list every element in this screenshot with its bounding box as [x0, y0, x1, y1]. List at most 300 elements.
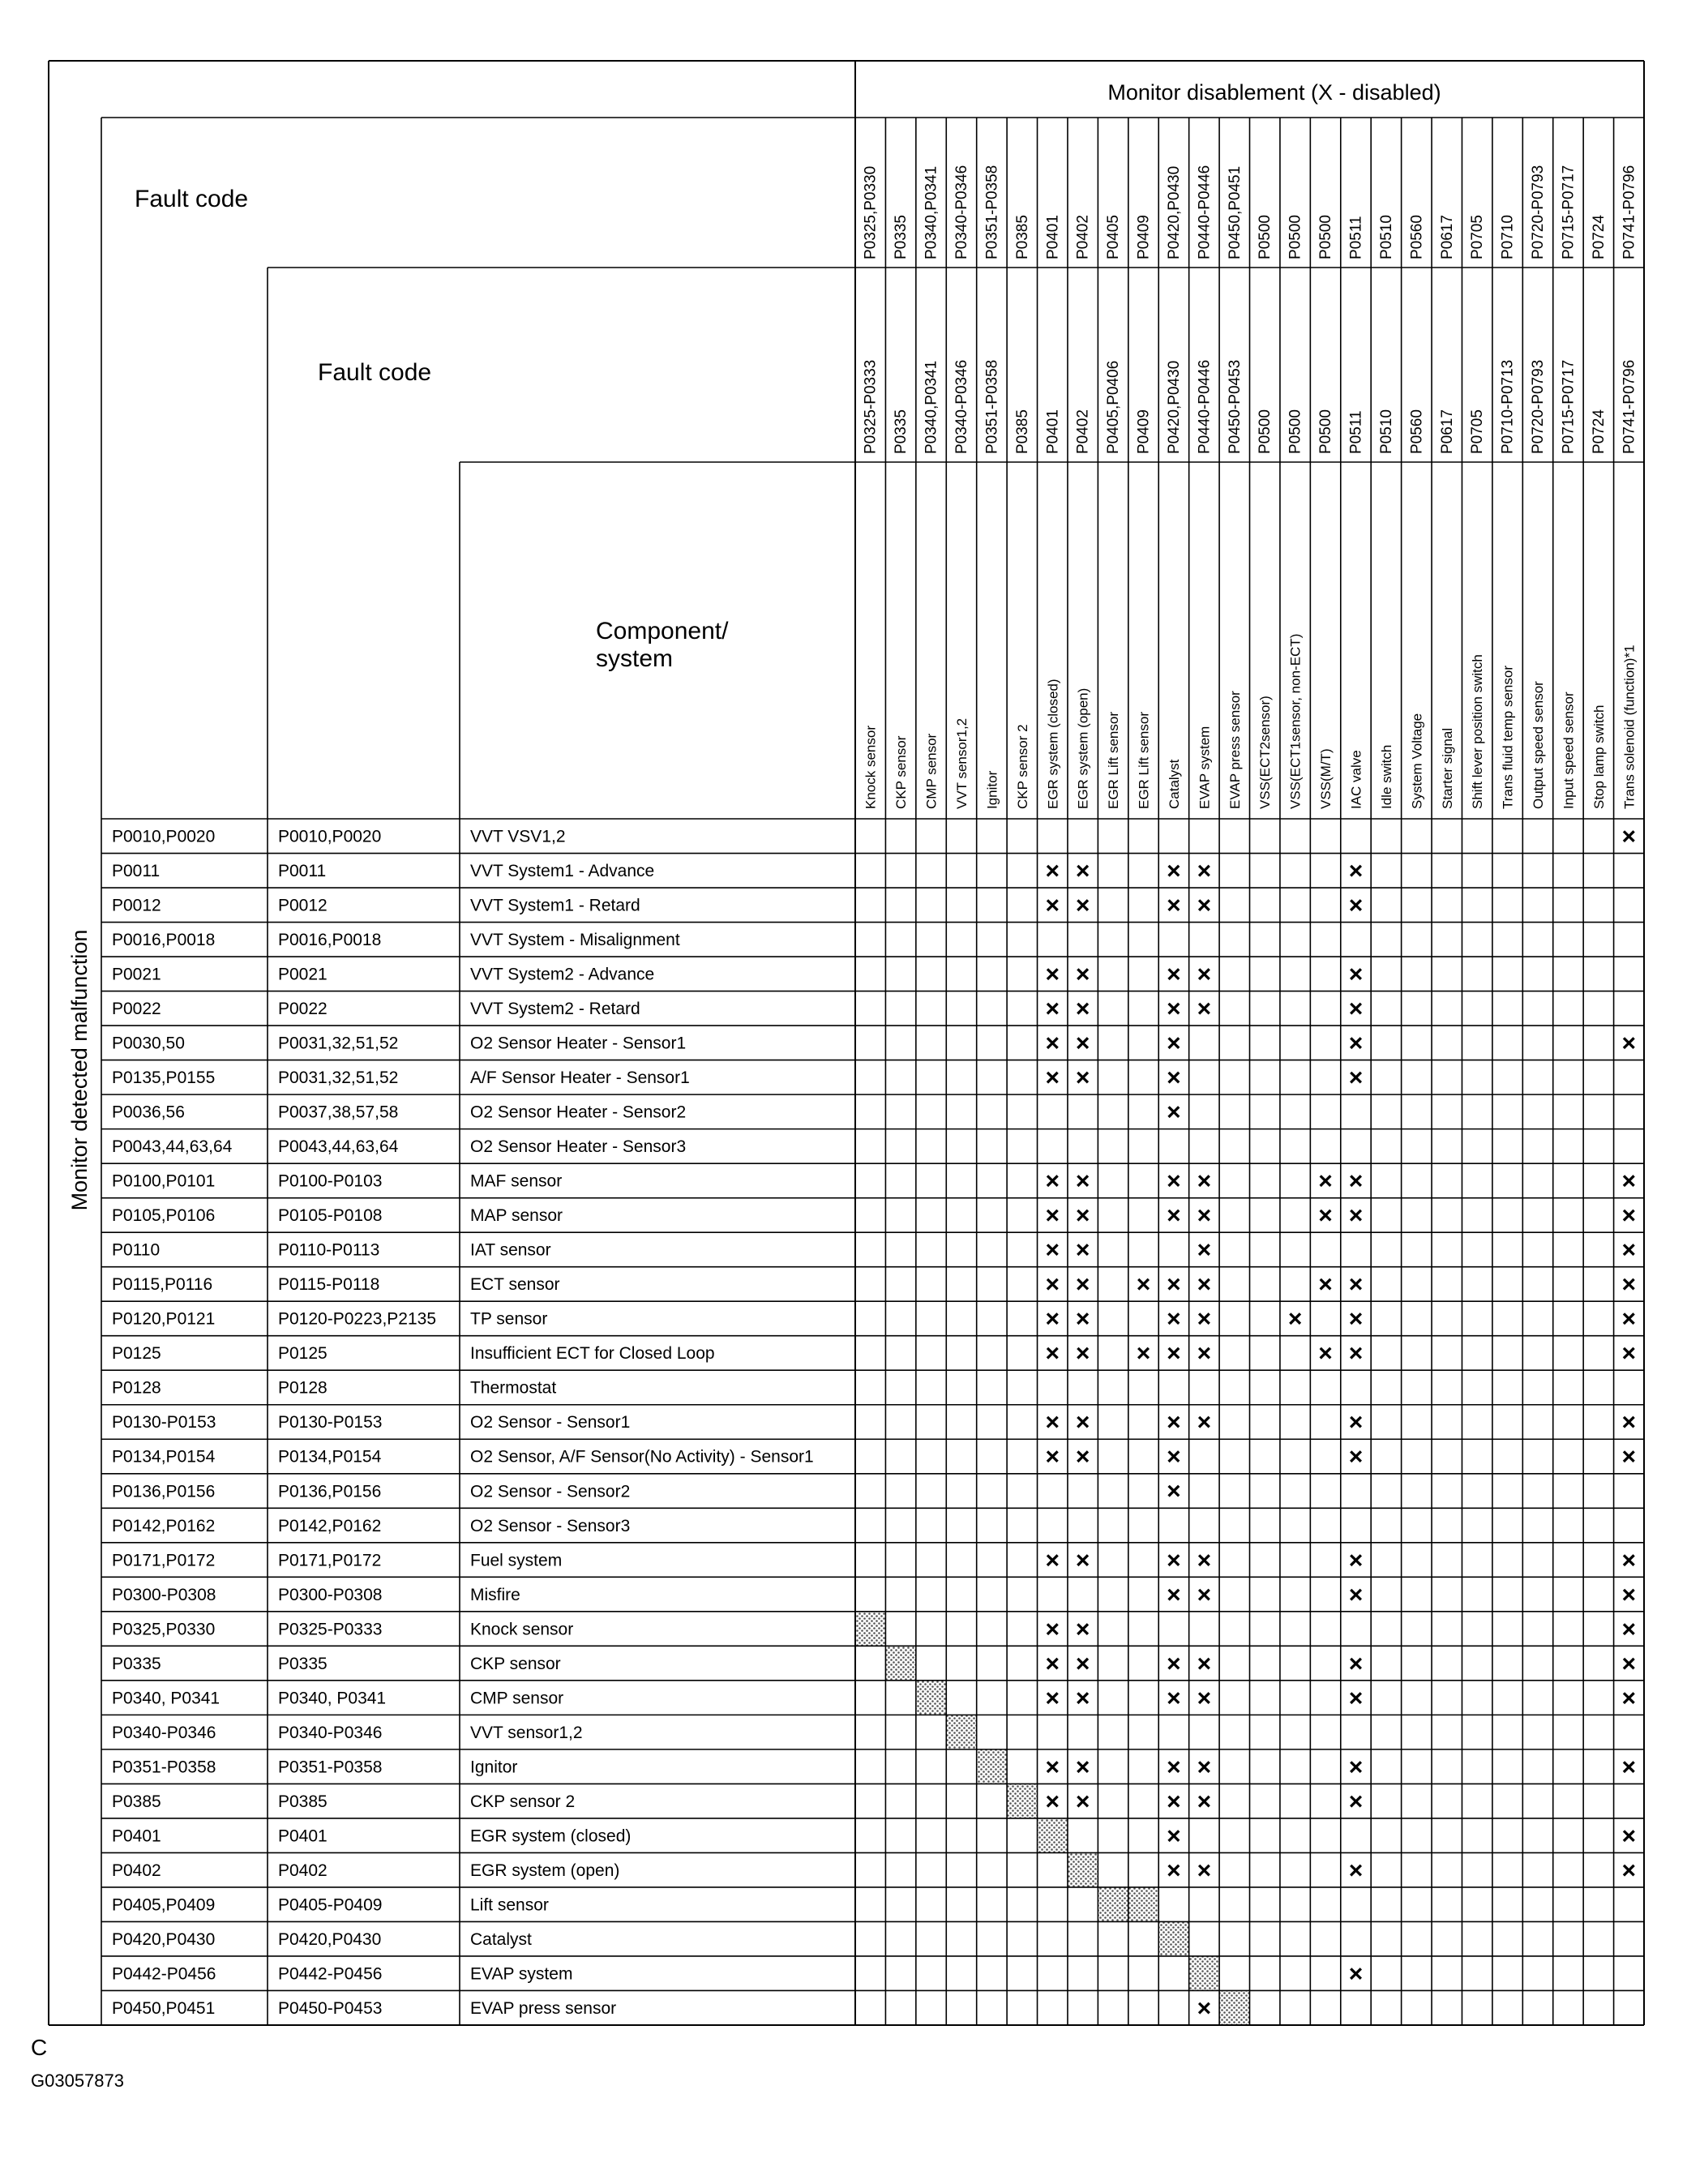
column-code-2: P0500	[1287, 409, 1304, 454]
row-component: O2 Sensor - Sensor1	[470, 1413, 631, 1432]
row-component: MAP sensor	[470, 1206, 563, 1226]
shaded-cell	[946, 1715, 976, 1749]
disabled-mark: ×	[1621, 1685, 1637, 1712]
table-row	[112, 1478, 1181, 1505]
row-fault-code-1: P0442-P0456	[112, 1964, 216, 1984]
disabled-mark: ×	[1075, 1547, 1090, 1574]
row-component: VVT System1 - Advance	[470, 861, 655, 880]
disabled-mark: ×	[1197, 1856, 1212, 1884]
row-fault-code-2: P0134,P0154	[278, 1447, 382, 1467]
disabled-mark: ×	[1621, 1202, 1637, 1230]
disabled-mark: ×	[1075, 1685, 1090, 1712]
row-fault-code-1: P0335	[112, 1654, 161, 1673]
disabled-mark: ×	[1045, 1409, 1060, 1437]
column-component: EGR system (open)	[1075, 687, 1091, 809]
disabled-mark: ×	[1287, 1305, 1303, 1333]
disabled-mark: ×	[1167, 996, 1181, 1023]
column-component: Ignitor	[984, 770, 1000, 809]
column-code-1: P0560	[1408, 215, 1426, 259]
disabled-mark: ×	[1348, 996, 1364, 1023]
column-component: EVAP system	[1197, 726, 1213, 809]
row-fault-code-2: P0450-P0453	[278, 1998, 383, 2018]
disabled-mark: ×	[1167, 1167, 1181, 1195]
disabled-mark: ×	[1348, 1409, 1364, 1437]
disabled-mark: ×	[1197, 1305, 1212, 1333]
row-component: O2 Sensor, A/F Sensor(No Activity) - Sensor1	[470, 1447, 814, 1467]
disabled-mark: ×	[1167, 1650, 1181, 1677]
row-fault-code-1: P0142,P0162	[112, 1516, 216, 1535]
shaded-cell	[1098, 1887, 1128, 1922]
disabled-mark: ×	[1621, 1754, 1637, 1781]
disabled-mark: ×	[1075, 857, 1090, 884]
row-fault-code-1: P0125	[112, 1344, 161, 1364]
row-component: Fuel system	[470, 1551, 563, 1570]
row-fault-code-1: P0120,P0121	[112, 1309, 216, 1329]
column-component: VSS(M/T)	[1318, 748, 1334, 809]
row-fault-code-2: P0120-P0223,P2135	[278, 1309, 436, 1329]
table-row	[112, 1306, 1636, 1333]
disabled-mark: ×	[1348, 1685, 1364, 1712]
column-code-1: P0405	[1105, 215, 1123, 259]
row-fault-code-2: P0325-P0333	[278, 1620, 383, 1639]
table-row	[112, 996, 1363, 1022]
row-fault-code-2: P0340-P0346	[278, 1723, 383, 1742]
disabled-mark: ×	[1045, 1443, 1060, 1471]
column-code-1: P0409	[1135, 215, 1153, 259]
table-row	[112, 1444, 1636, 1471]
disabled-mark: ×	[1045, 1340, 1060, 1368]
column-code-2: P0440-P0446	[1196, 359, 1214, 454]
disabled-mark: ×	[1045, 1685, 1060, 1712]
table-row	[112, 1137, 686, 1156]
column-code-1: P0420,P0430	[1165, 165, 1183, 259]
row-component: O2 Sensor Heater - Sensor2	[470, 1103, 687, 1122]
column-code-1: P0720-P0793	[1530, 165, 1548, 259]
disabled-mark: ×	[1197, 1788, 1212, 1815]
disabled-mark: ×	[1348, 892, 1364, 919]
column-code-2: P0511	[1347, 410, 1365, 454]
row-component: O2 Sensor Heater - Sensor3	[470, 1137, 687, 1157]
disabled-mark: ×	[1075, 1236, 1090, 1264]
disabled-mark: ×	[1621, 823, 1637, 850]
disabled-mark: ×	[1045, 996, 1060, 1023]
row-fault-code-1: P0420,P0430	[112, 1929, 216, 1949]
row-fault-code-1: P0105,P0106	[112, 1206, 216, 1226]
row-component: ECT sensor	[470, 1275, 560, 1295]
disabled-mark: ×	[1045, 1547, 1060, 1574]
shaded-cell	[1007, 1784, 1037, 1818]
column-code-2: P0741-P0796	[1621, 359, 1638, 454]
disabled-mark: ×	[1348, 1202, 1364, 1230]
shaded-cell	[1219, 1990, 1249, 2025]
table-row	[112, 1409, 1636, 1436]
column-code-2: P0715-P0717	[1560, 359, 1578, 454]
disabled-mark: ×	[1075, 996, 1090, 1023]
row-fault-code-1: P0340-P0346	[112, 1723, 216, 1742]
disabled-mark: ×	[1621, 1305, 1637, 1333]
disabled-mark: ×	[1348, 1856, 1364, 1884]
disabled-mark: ×	[1075, 1305, 1090, 1333]
disabled-mark: ×	[1197, 1167, 1212, 1195]
disabled-mark: ×	[1348, 1064, 1364, 1092]
disabled-mark: ×	[1348, 1788, 1364, 1815]
disabled-mark: ×	[1621, 1443, 1637, 1471]
disabled-mark: ×	[1075, 1167, 1090, 1195]
table-row	[112, 1099, 1181, 1126]
disabled-mark: ×	[1197, 1650, 1212, 1677]
row-component: VVT System2 - Advance	[470, 965, 655, 984]
column-code-1: P0325,P0330	[862, 165, 880, 259]
disabled-mark: ×	[1167, 1340, 1181, 1368]
header-fault-code-1: Fault code	[135, 186, 249, 212]
disabled-mark: ×	[1197, 1754, 1212, 1781]
row-fault-code-2: P0130-P0153	[278, 1413, 383, 1432]
disabled-mark: ×	[1167, 1271, 1181, 1299]
column-code-1: P0450,P0451	[1226, 165, 1244, 259]
disabled-mark: ×	[1621, 1856, 1637, 1884]
row-fault-code-2: P0171,P0172	[278, 1551, 382, 1570]
disabled-mark: ×	[1075, 1409, 1090, 1437]
table-row	[112, 1237, 1636, 1264]
table-row	[112, 1582, 1636, 1608]
shaded-cell	[1158, 1921, 1188, 1956]
column-component: EGR system (closed)	[1045, 679, 1061, 809]
footer-letter: C	[31, 2035, 48, 2060]
disabled-mark: ×	[1621, 1167, 1637, 1195]
disabled-mark: ×	[1621, 1822, 1637, 1850]
disabled-mark: ×	[1348, 1581, 1364, 1608]
column-component: System Voltage	[1409, 713, 1425, 809]
disabled-mark: ×	[1621, 1340, 1637, 1368]
disabled-mark: ×	[1075, 1064, 1090, 1092]
disabled-mark: ×	[1045, 1064, 1060, 1092]
disabled-mark: ×	[1167, 892, 1181, 919]
disabled-mark: ×	[1318, 1167, 1333, 1195]
row-fault-code-1: P0135,P0155	[112, 1068, 216, 1088]
disabled-mark: ×	[1318, 1340, 1333, 1368]
row-fault-code-1: P0130-P0153	[112, 1413, 216, 1432]
column-code-1: P0510	[1377, 215, 1395, 259]
row-component: EVAP system	[470, 1964, 573, 1984]
row-fault-code-2: P0142,P0162	[278, 1516, 382, 1535]
row-fault-code-2: P0011	[278, 861, 327, 880]
disabled-mark: ×	[1197, 1994, 1212, 2022]
row-component: Ignitor	[470, 1758, 518, 1777]
row-fault-code-2: P0335	[278, 1654, 328, 1673]
row-component: TP sensor	[470, 1309, 548, 1329]
row-fault-code-1: P0134,P0154	[112, 1447, 216, 1467]
row-component: EVAP press sensor	[470, 1998, 617, 2018]
row-component: Misfire	[470, 1585, 520, 1604]
column-code-2: P0325-P0333	[862, 359, 880, 454]
disabled-mark: ×	[1045, 1305, 1060, 1333]
row-component: VVT VSV1,2	[470, 827, 566, 846]
column-code-2: P0500	[1317, 409, 1335, 454]
shaded-cell	[1189, 1956, 1219, 1991]
column-component: VSS(ECT1sensor, non-ECT)	[1287, 633, 1304, 809]
row-fault-code-1: P0325,P0330	[112, 1620, 216, 1639]
table-row	[112, 823, 1636, 850]
column-component: Output speed sensor	[1531, 681, 1547, 809]
table-row	[112, 1064, 1363, 1091]
row-component: CKP sensor 2	[470, 1792, 576, 1811]
row-component: VVT System1 - Retard	[470, 896, 640, 915]
row-component: Insufficient ECT for Closed Loop	[470, 1344, 715, 1364]
disabled-mark: ×	[1348, 857, 1364, 884]
disabled-mark: ×	[1621, 1650, 1637, 1677]
row-fault-code-2: P0405-P0409	[278, 1895, 383, 1915]
column-code-1: P0440-P0446	[1196, 165, 1214, 259]
table-row	[112, 1379, 556, 1398]
row-component: O2 Sensor - Sensor3	[470, 1516, 631, 1535]
table-row	[112, 1685, 1636, 1711]
table-row	[112, 1960, 1363, 1987]
column-code-1: P0500	[1257, 215, 1274, 259]
column-code-2: P0450-P0453	[1226, 359, 1244, 454]
table-row	[112, 892, 1363, 919]
column-code-1: P0705	[1469, 215, 1487, 259]
column-code-1: P0715-P0717	[1560, 165, 1578, 259]
shaded-cell	[885, 1646, 915, 1681]
column-code-1: P0710	[1499, 215, 1517, 259]
row-component: Knock sensor	[470, 1620, 574, 1639]
column-code-1: P0340-P0346	[953, 165, 970, 259]
disabled-mark: ×	[1167, 1788, 1181, 1815]
row-fault-code-1: P0401	[112, 1826, 161, 1846]
disabled-mark: ×	[1318, 1271, 1333, 1299]
disabled-mark: ×	[1621, 1236, 1637, 1264]
disabled-mark: ×	[1197, 1547, 1212, 1574]
table-row	[112, 858, 1363, 884]
disabled-mark: ×	[1621, 1547, 1637, 1574]
disabled-mark: ×	[1167, 1064, 1181, 1092]
row-fault-code-2: P0043,44,63,64	[278, 1137, 399, 1157]
row-fault-code-2: P0401	[278, 1826, 328, 1846]
row-component: VVT sensor1,2	[470, 1723, 583, 1742]
row-component: IAT sensor	[470, 1240, 551, 1260]
table-row	[112, 1754, 1636, 1780]
column-component: Input speed sensor	[1561, 692, 1577, 809]
row-component: CMP sensor	[470, 1689, 564, 1708]
disabled-mark: ×	[1075, 1754, 1090, 1781]
disabled-mark: ×	[1167, 1822, 1181, 1850]
row-fault-code-2: P0351-P0358	[278, 1758, 383, 1777]
disabled-mark: ×	[1045, 1271, 1060, 1299]
table-row	[112, 1857, 1636, 1884]
row-fault-code-1: P0351-P0358	[112, 1758, 216, 1777]
row-fault-code-2: P0300-P0308	[278, 1585, 383, 1604]
disabled-mark: ×	[1348, 1960, 1364, 1988]
table-rows	[112, 823, 1636, 2021]
column-code-2: P0340,P0341	[923, 360, 940, 454]
table-row	[112, 1030, 1636, 1057]
disabled-mark: ×	[1075, 1616, 1090, 1643]
column-component: Starter signal	[1439, 727, 1455, 809]
disabled-mark: ×	[1045, 1754, 1060, 1781]
column-code-2: P0560	[1408, 409, 1426, 454]
table-row	[112, 1724, 583, 1742]
disabled-mark: ×	[1167, 1754, 1181, 1781]
disabled-mark: ×	[1136, 1340, 1151, 1368]
column-component: Catalyst	[1166, 759, 1182, 809]
disabled-mark: ×	[1167, 1547, 1181, 1574]
column-component: CKP sensor 2	[1014, 724, 1030, 809]
disabled-mark: ×	[1045, 1788, 1060, 1815]
disabled-mark: ×	[1045, 1202, 1060, 1230]
column-code-2: P0335	[893, 409, 910, 454]
disabled-mark: ×	[1348, 1167, 1364, 1195]
disabled-mark: ×	[1167, 1581, 1181, 1608]
column-component: EGR Lift sensor	[1136, 712, 1152, 809]
row-fault-code-1: P0385	[112, 1792, 161, 1811]
column-code-2: P0710-P0713	[1499, 359, 1517, 454]
disabled-mark: ×	[1197, 1202, 1212, 1230]
disabled-mark: ×	[1167, 1030, 1181, 1057]
column-code-1: P0500	[1317, 215, 1335, 259]
row-fault-code-2: P0385	[278, 1792, 328, 1811]
disabled-mark: ×	[1197, 1409, 1212, 1437]
row-fault-code-1: P0100,P0101	[112, 1171, 216, 1191]
disabled-mark: ×	[1621, 1581, 1637, 1608]
table-row	[112, 1895, 549, 1914]
column-code-2: P0405,P0406	[1105, 360, 1123, 454]
disabled-mark: ×	[1045, 961, 1060, 988]
row-fault-code-1: P0012	[112, 896, 161, 915]
row-fault-code-2: P0420,P0430	[278, 1929, 382, 1949]
table-row	[112, 931, 680, 949]
column-code-1: P0511	[1347, 216, 1365, 259]
row-component: A/F Sensor Heater - Sensor1	[470, 1068, 690, 1088]
column-code-1: P0401	[1044, 215, 1062, 259]
header-component-line1: Component/	[596, 618, 729, 644]
table-title: Monitor disablement (X - disabled)	[1107, 80, 1441, 105]
column-code-1: P0617	[1438, 215, 1456, 259]
table-row	[112, 1271, 1636, 1298]
disabled-mark: ×	[1075, 1443, 1090, 1471]
disabled-mark: ×	[1197, 857, 1212, 884]
row-component: O2 Sensor Heater - Sensor1	[470, 1034, 687, 1053]
row-fault-code-1: P0110	[112, 1240, 161, 1260]
disabled-mark: ×	[1167, 1478, 1181, 1505]
disabled-mark: ×	[1197, 961, 1212, 988]
row-fault-code-1: P0021	[112, 965, 161, 984]
disabled-mark: ×	[1075, 961, 1090, 988]
row-fault-code-1: P0136,P0156	[112, 1482, 216, 1501]
row-component: VVT System - Misalignment	[470, 931, 680, 950]
column-component: VSS(ECT2sensor)	[1257, 696, 1274, 809]
row-fault-code-2: P0136,P0156	[278, 1482, 382, 1501]
table-row	[112, 1517, 630, 1535]
row-fault-code-1: P0043,44,63,64	[112, 1137, 233, 1157]
shaded-cell	[1128, 1887, 1158, 1922]
disabled-mark: ×	[1075, 1271, 1090, 1299]
table-row	[112, 1788, 1363, 1815]
disabled-mark: ×	[1348, 1547, 1364, 1574]
row-fault-code-2: P0021	[278, 965, 328, 984]
table-row	[112, 1822, 1636, 1849]
disabled-mark: ×	[1045, 1236, 1060, 1264]
shaded-cell	[1068, 1852, 1098, 1887]
disabled-mark: ×	[1197, 1581, 1212, 1608]
row-fault-code-1: P0402	[112, 1861, 161, 1880]
column-code-2: P0724	[1590, 409, 1608, 454]
disabled-mark: ×	[1621, 1030, 1637, 1057]
disabled-mark: ×	[1075, 1788, 1090, 1815]
row-fault-code-2: P0037,38,57,58	[278, 1103, 399, 1122]
row-fault-code-2: P0115-P0118	[278, 1275, 380, 1295]
row-fault-code-2: P0402	[278, 1861, 328, 1880]
column-component: EVAP press sensor	[1227, 691, 1243, 809]
row-component: Lift sensor	[470, 1895, 549, 1915]
disabled-mark: ×	[1045, 1616, 1060, 1643]
disabled-mark: ×	[1197, 1340, 1212, 1368]
row-fault-code-1: P0128	[112, 1378, 161, 1398]
shaded-cell	[1038, 1818, 1068, 1853]
column-code-1: P0402	[1074, 215, 1092, 259]
row-fault-code-2: P0022	[278, 1000, 328, 1019]
disabled-mark: ×	[1075, 1340, 1090, 1368]
header-fault-code-2: Fault code	[318, 359, 432, 386]
column-code-2: P0401	[1044, 409, 1062, 454]
disabled-mark: ×	[1075, 1030, 1090, 1057]
row-fault-code-2: P0012	[278, 896, 328, 915]
row-fault-code-2: P0340, P0341	[278, 1689, 387, 1708]
disabled-mark: ×	[1348, 1340, 1364, 1368]
row-component: O2 Sensor - Sensor2	[470, 1482, 631, 1501]
disabled-mark: ×	[1348, 1443, 1364, 1471]
column-code-2: P0351-P0358	[983, 359, 1001, 454]
table-row	[112, 1547, 1636, 1574]
column-code-1: P0741-P0796	[1621, 165, 1638, 259]
disabled-mark: ×	[1045, 1650, 1060, 1677]
column-code-1: P0351-P0358	[983, 165, 1001, 259]
shaded-cell	[916, 1681, 946, 1715]
column-component: Idle switch	[1378, 744, 1394, 809]
row-fault-code-2: P0010,P0020	[278, 827, 382, 846]
row-fault-code-2: P0110-P0113	[278, 1240, 380, 1260]
row-fault-code-2: P0442-P0456	[278, 1964, 383, 1984]
column-component: Knock sensor	[863, 726, 879, 809]
row-fault-code-2: P0105-P0108	[278, 1206, 383, 1226]
shaded-cell	[855, 1612, 885, 1647]
column-code-2: P0500	[1257, 409, 1274, 454]
column-code-2: P0402	[1074, 409, 1092, 454]
row-fault-code-1: P0016,P0018	[112, 931, 216, 950]
row-component: MAF sensor	[470, 1171, 563, 1191]
disabled-mark: ×	[1167, 1685, 1181, 1712]
disabled-mark: ×	[1348, 1305, 1364, 1333]
row-fault-code-2: P0100-P0103	[278, 1171, 383, 1191]
disabled-mark: ×	[1197, 1685, 1212, 1712]
disabled-mark: ×	[1167, 1202, 1181, 1230]
disabled-mark: ×	[1348, 1650, 1364, 1677]
side-label: Monitor detected malfunction	[67, 929, 92, 1211]
table-row	[112, 1168, 1636, 1195]
row-fault-code-1: P0011	[112, 861, 161, 880]
disabled-mark: ×	[1167, 961, 1181, 988]
disabled-mark: ×	[1075, 1202, 1090, 1230]
disabled-mark: ×	[1621, 1616, 1637, 1643]
disabled-mark: ×	[1136, 1271, 1151, 1299]
disabled-mark: ×	[1621, 1409, 1637, 1437]
column-component: Stop lamp switch	[1591, 704, 1607, 809]
disabled-mark: ×	[1348, 961, 1364, 988]
row-fault-code-2: P0031,32,51,52	[278, 1068, 399, 1088]
header-component-line2: system	[596, 645, 674, 672]
column-code-2: P0720-P0793	[1530, 359, 1548, 454]
disabled-mark: ×	[1045, 857, 1060, 884]
column-code-1: P0385	[1013, 215, 1031, 259]
